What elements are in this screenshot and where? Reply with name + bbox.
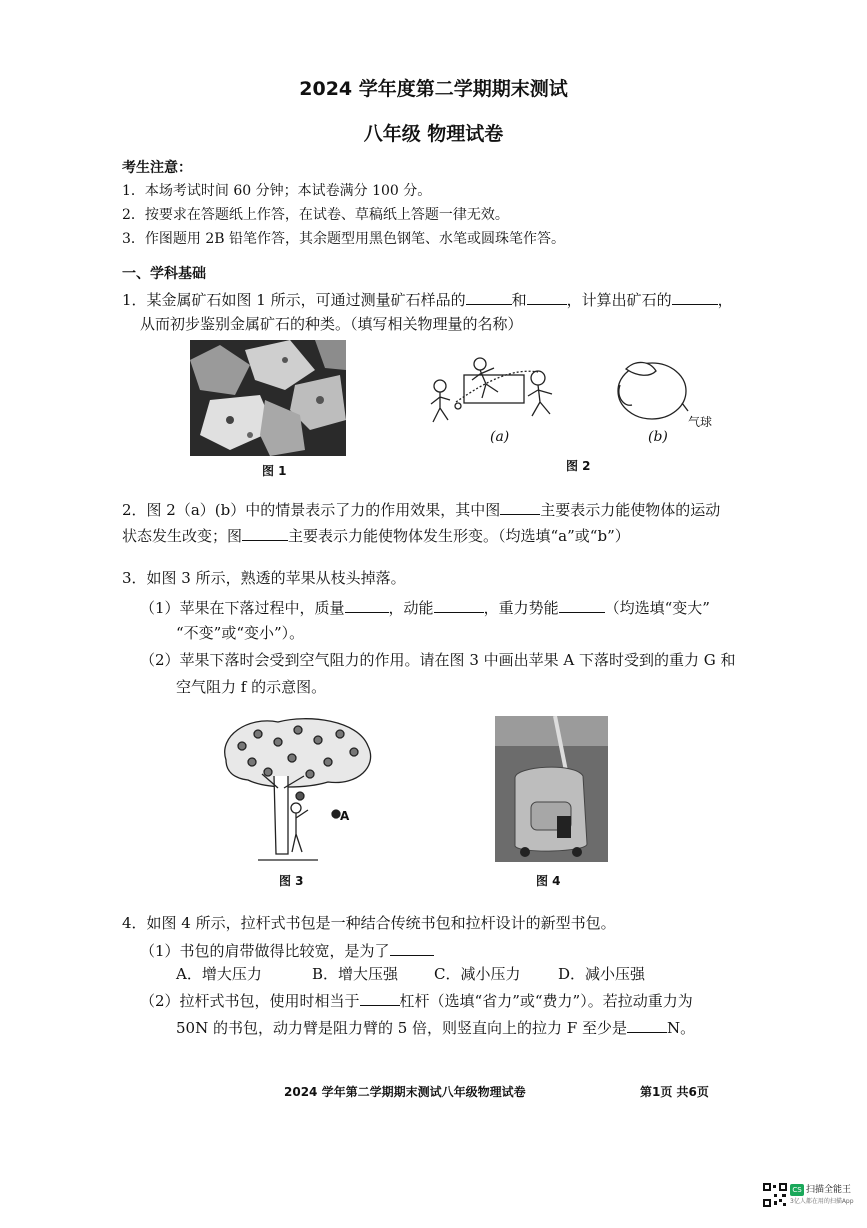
option-b[interactable]: B．增大压强 xyxy=(312,965,399,983)
question-3-sub1-line2: “不变”或“变小”）。 xyxy=(176,624,305,642)
answer-blank[interactable] xyxy=(242,526,288,541)
balloon-label: 气球 xyxy=(688,415,713,429)
q2-text-3: 状态发生改变；图 xyxy=(122,527,243,545)
option-a[interactable]: A．增大压力 xyxy=(176,965,262,983)
answer-blank[interactable] xyxy=(500,500,540,515)
q2-text-4: 主要表示力能使物体发生形变。（均选填“a”或“b”） xyxy=(288,527,630,545)
exam-subtitle: 八年级 物理试卷 xyxy=(363,123,504,145)
question-3-sub1-line1 xyxy=(140,598,710,617)
answer-blank[interactable] xyxy=(466,290,512,305)
q4-text-1: （1）书包的肩带做得比较宽，是为了 xyxy=(140,942,390,960)
question-3-stem: 3．如图 3 所示，熟透的苹果从枝头掉落。 xyxy=(122,569,406,587)
q1-text-4: ， xyxy=(717,291,733,309)
figure-2a-label: (a) xyxy=(490,429,510,445)
answer-blank[interactable] xyxy=(434,598,484,613)
figure-2b-drawing xyxy=(612,355,692,425)
qr-code-icon xyxy=(762,1182,788,1208)
answer-blank[interactable] xyxy=(345,598,389,613)
ore-image xyxy=(190,340,346,456)
q3-text-1: （1）苹果在下落过程中，质量 xyxy=(140,599,345,617)
apple-a-label: A xyxy=(340,809,350,823)
question-1-line1 xyxy=(122,290,733,309)
balloon-illustration xyxy=(612,355,692,425)
option-c[interactable]: C．减小压力 xyxy=(434,965,521,983)
question-3-sub2-line2: 空气阻力 f 的示意图。 xyxy=(176,678,327,696)
watermark-tagline: 3亿人都在用的扫描App xyxy=(790,1198,854,1205)
notice-item-2: 2．按要求在答题纸上作答，在试卷、草稿纸上答题一律无效。 xyxy=(122,207,509,223)
q4-text-2: （2）拉杆式书包，使用时相当于 xyxy=(140,992,360,1010)
soccer-players-illustration xyxy=(428,350,578,430)
answer-blank[interactable] xyxy=(390,941,434,956)
answer-blank[interactable] xyxy=(527,290,567,305)
q1-text-3: ，计算出矿石的 xyxy=(566,291,672,309)
q4-text-4: 50N 的书包，动力臂是阻力臂的 5 倍，则竖直向上的拉力 F 至少是 xyxy=(176,1019,628,1037)
notice-item-3: 3．作图题用 2B 铅笔作答，其余题型用黑色钢笔、水笔或圆珠笔作答。 xyxy=(122,231,566,247)
q3-text-4: （均选填“变大” xyxy=(604,599,710,617)
footer-page-number: 第1页 共6页 xyxy=(640,1085,709,1099)
figure-3-caption: 图 3 xyxy=(279,874,304,888)
section-heading: 一、学科基础 xyxy=(122,266,206,282)
footer-exam-name: 2024 学年第二学期期末测试八年级物理试卷 xyxy=(284,1085,526,1099)
notice-item-1: 1．本场考试时间 60 分钟；本试卷满分 100 分。 xyxy=(122,183,432,199)
question-2-line2 xyxy=(122,526,630,545)
option-d[interactable]: D．减小压强 xyxy=(558,965,646,983)
answer-blank[interactable] xyxy=(627,1018,667,1033)
question-4-sub2-line2 xyxy=(176,1018,695,1037)
ore-photo xyxy=(190,340,346,456)
backpack-photo xyxy=(495,716,608,862)
trolley-backpack-image xyxy=(495,716,608,862)
camscanner-logo: CS xyxy=(790,1184,804,1196)
apple-tree-illustration[interactable] xyxy=(218,716,378,864)
q3-text-3: ，重力势能 xyxy=(483,599,559,617)
answer-blank[interactable] xyxy=(672,290,718,305)
figure-2a-drawing xyxy=(428,350,578,430)
answer-blank[interactable] xyxy=(559,598,605,613)
question-4-stem: 4．如图 4 所示，拉杆式书包是一种结合传统书包和拉杆设计的新型书包。 xyxy=(122,914,616,932)
notice-heading: 考生注意： xyxy=(122,160,192,176)
figure-1-caption: 图 1 xyxy=(262,464,287,478)
question-2-line1 xyxy=(122,500,720,519)
watermark-brand: 扫描全能王 xyxy=(806,1185,852,1195)
q2-text-1: 2．图 2（a）(b）中的情景表示了力的作用效果，其中图 xyxy=(122,501,501,519)
question-3-sub2-line1: （2）苹果下落时会受到空气阻力的作用。请在图 3 中画出苹果 A 下落时受到的重力 G 和 xyxy=(140,651,736,669)
exam-title: 2024 学年度第二学期期末测试 xyxy=(299,78,568,100)
question-1-line2: 从而初步鉴别金属矿石的种类。（填写相关物理量的名称） xyxy=(140,315,523,333)
figure-4-caption: 图 4 xyxy=(536,874,561,888)
question-4-sub1 xyxy=(140,941,434,960)
q1-text-2: 和 xyxy=(511,291,527,309)
figure-2b-label: (b) xyxy=(648,429,668,445)
q2-text-2: 主要表示力能使物体的运动 xyxy=(540,501,721,519)
q4-text-3: 杠杆（选填“省力”或“费力”）。若拉动重力为 xyxy=(399,992,693,1010)
figure-2-caption: 图 2 xyxy=(566,459,591,473)
answer-blank[interactable] xyxy=(360,991,400,1006)
q1-text-1: 1．某金属矿石如图 1 所示，可通过测量矿石样品的 xyxy=(122,291,466,309)
question-4-sub2-line1 xyxy=(140,991,693,1010)
figure-3-drawing[interactable] xyxy=(218,716,378,864)
q3-text-2: ，动能 xyxy=(388,599,434,617)
q4-text-5: N。 xyxy=(667,1019,696,1037)
